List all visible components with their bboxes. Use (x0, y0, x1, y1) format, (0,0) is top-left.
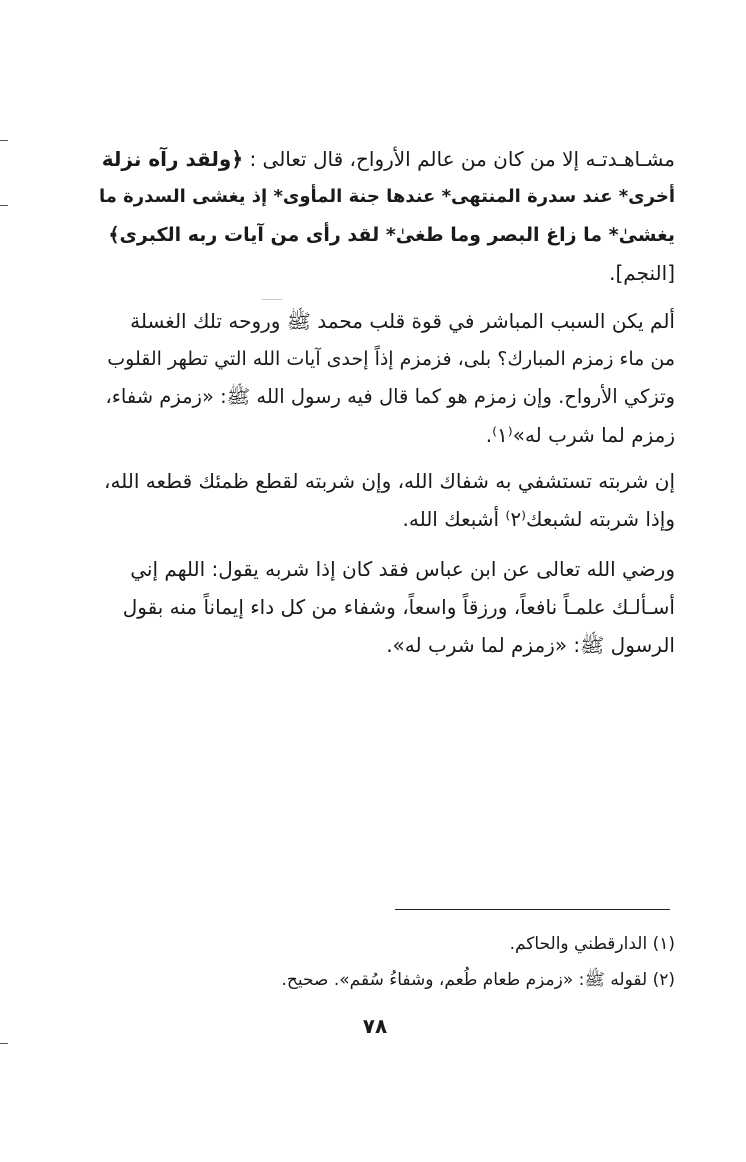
scan-edge-mark (0, 205, 8, 206)
page-number: ٧٨ (362, 1014, 388, 1038)
paragraph-quran-verse (95, 140, 675, 292)
faint-mark (262, 299, 282, 300)
paragraph-ibn-abbas (95, 550, 675, 664)
footnote-separator (395, 909, 670, 910)
surah-reference: [النجم]. (609, 261, 675, 285)
text-line (95, 140, 675, 178)
text-normal: مشـاهـدتـه إلا من كان من عالم الأرواح، قال تعالى : (243, 147, 675, 171)
scan-edge-mark (0, 1043, 8, 1044)
text-line: من ماء زمزم المبارك؟ بلى، فزمزم إذاً إحدى آيات الله التي تطهر القلوب (107, 348, 675, 370)
paragraph-drinking (95, 462, 675, 538)
footnotes (150, 926, 675, 998)
footnote-1: (١) الدارقطني والحاكم. (509, 934, 675, 954)
text-line: ورضي الله تعالى عن ابن عباس فقد كان إذا شربه يقول: اللهم إني (130, 557, 675, 581)
text-line: الرسول ﷺ: «زمزم لما شرب له». (386, 633, 675, 657)
text-line: وإذا شربته لشبعك⁽٢⁾ أشبعك الله. (402, 507, 675, 531)
scan-edge-mark (0, 140, 8, 141)
text-line: ألم يكن السبب المباشر في قوة قلب محمد ﷺ وروحه تلك الغسلة (130, 309, 675, 333)
text-line: إن شربته تستشفي به شفاك الله، وإن شربته لقطع ظمئك قطعه الله، (104, 469, 675, 493)
text-line: زمزم لما شرب له»⁽١⁾. (485, 423, 675, 447)
verse-text: ﴿ولقد رآه نزلة (101, 147, 244, 171)
text-line: وتزكي الأرواح. وإن زمزم هو كما قال فيه رسول الله ﷺ: «زمزم شفاء، (105, 385, 675, 408)
paragraph-zamzam (95, 302, 675, 454)
verse-text: أخرى* عند سدرة المنتهى* عندها جنة المأوى* إذ يغشى السدرة ما (99, 186, 675, 207)
footnote-2: (٢) لقوله ﷺ: «زمزم طعام طُعم، وشفاءُ سُقم». صحيح. (281, 970, 675, 990)
verse-text: يغشىٰ* ما زاغ البصر وما طغىٰ* لقد رأى من آيات ربه الكبرى﴾ (108, 224, 675, 246)
text-line: أسـألـك علمـاً نافعاً، ورزقاً واسعاً، وشفاء من كل داء إيماناً منه بقول (122, 595, 675, 619)
